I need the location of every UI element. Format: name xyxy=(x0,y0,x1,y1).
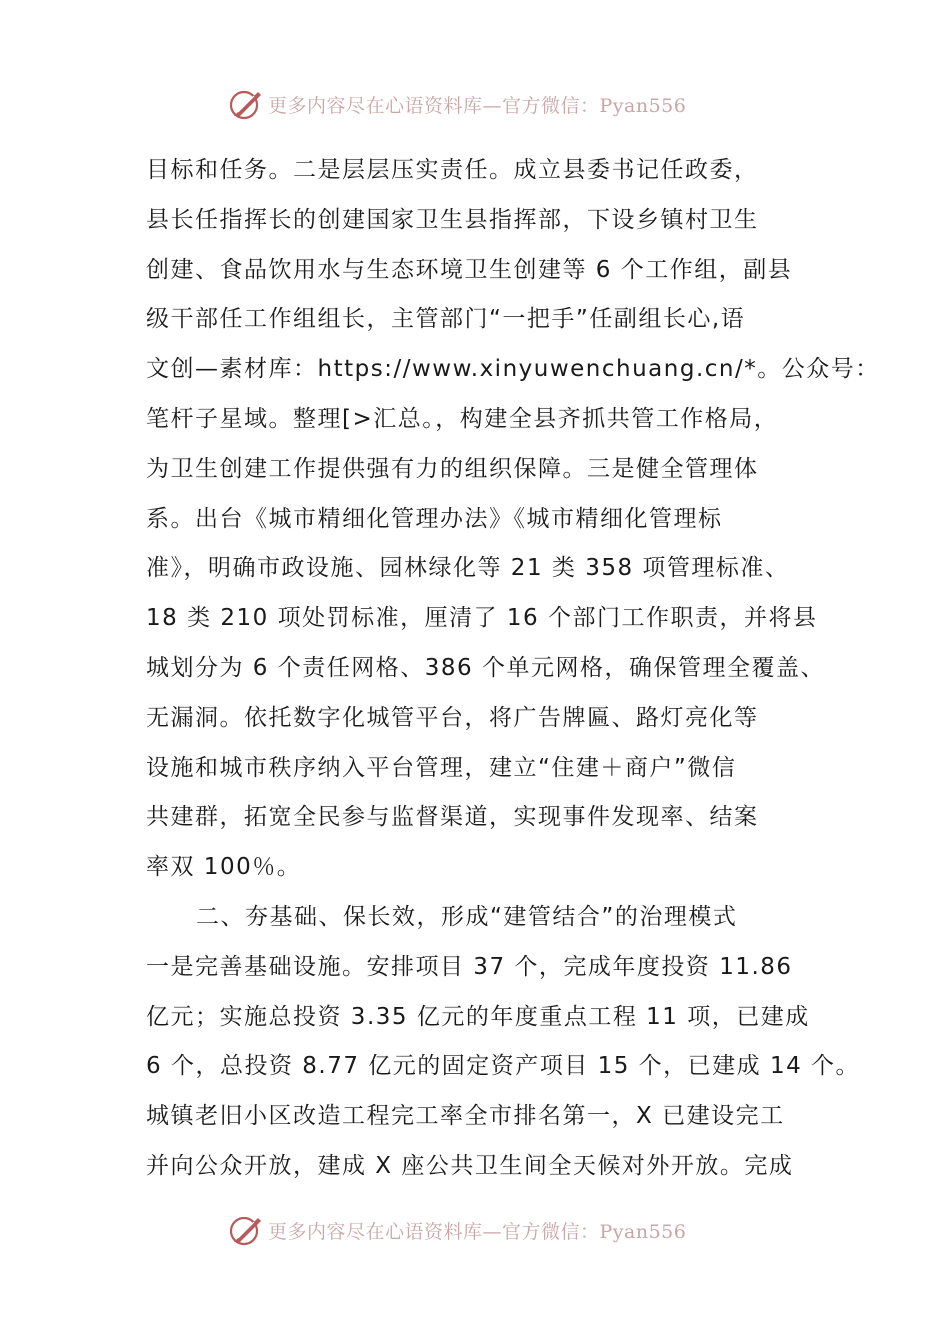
section-heading: 二、夯基础、保长效，形成“建管结合”的治理模式 xyxy=(196,903,738,930)
document-body xyxy=(146,146,880,1192)
text-line: 一是完善基础设施。安排项目 37 个，完成年度投资 11.86 xyxy=(146,953,793,980)
text-line: 准》，明确市政设施、园林绿化等 21 类 358 项管理标准、 xyxy=(146,555,790,582)
text-line: 6 个，总投资 8.77 亿元的固定资产项目 15 个，已建成 14 个。 xyxy=(146,1053,861,1080)
text-line: 并向公众开放，建成 X 座公共卫生间全天候对外开放。完成 xyxy=(146,1152,794,1179)
text-line: 为卫生创建工作提供强有力的组织保障。三是健全管理体 xyxy=(146,455,759,482)
text-line: 城划分为 6 个责任网格、386 个单元网格，确保管理全覆盖、 xyxy=(146,654,825,681)
text-line: 级干部任工作组组长，主管部门“一把手”任副组长心,语 xyxy=(146,306,746,333)
text-line: 共建群，拓宽全民参与监督渠道，实现事件发现率、结案 xyxy=(146,804,759,831)
text-line: 亿元；实施总投资 3.35 亿元的年度重点工程 11 项，已建成 xyxy=(146,1003,810,1030)
text-line: 笔杆子星域。整理[>汇总。，构建全县齐抓共管工作格局， xyxy=(146,405,779,432)
footer-watermark-banner xyxy=(228,1210,686,1250)
text-line: 18 类 210 项处罚标准，厘清了 16 个部门工作职责，并将县 xyxy=(146,605,818,632)
footer-watermark-text: 更多内容尽在心语资料库—官方微信：Pyan556 xyxy=(268,1220,687,1243)
text-line: 率双 100％。 xyxy=(146,854,302,881)
quill-logo-icon xyxy=(228,1212,264,1248)
text-line: 创建、食品饮用水与生态环境卫生创建等 6 个工作组，副县 xyxy=(146,256,793,283)
text-line: 目标和任务。二是层层压实责任。成立县委书记任政委， xyxy=(146,157,759,183)
quill-logo-icon xyxy=(228,86,264,122)
text-line: 城镇老旧小区改造工程完工率全市排名第一，X 已建设完工 xyxy=(146,1103,785,1130)
text-line: 设施和城市秩序纳入平台管理，建立“住建＋商户”微信 xyxy=(146,754,737,781)
text-line: 无漏洞。依托数字化城管平台，将广告牌匾、路灯亮化等 xyxy=(146,704,759,731)
text-line: 系。出台《城市精细化管理办法》《城市精细化管理标 xyxy=(146,505,723,532)
header-watermark-text: 更多内容尽在心语资料库—官方微信：Pyan556 xyxy=(268,94,687,117)
text-line: 文创—素材库：https://www.xinyuwenchuang.cn/*。公众号： xyxy=(146,356,880,383)
text-line: 县长任指挥长的创建国家卫生县指挥部，下设乡镇村卫生 xyxy=(146,206,759,233)
header-watermark-banner xyxy=(228,84,686,124)
